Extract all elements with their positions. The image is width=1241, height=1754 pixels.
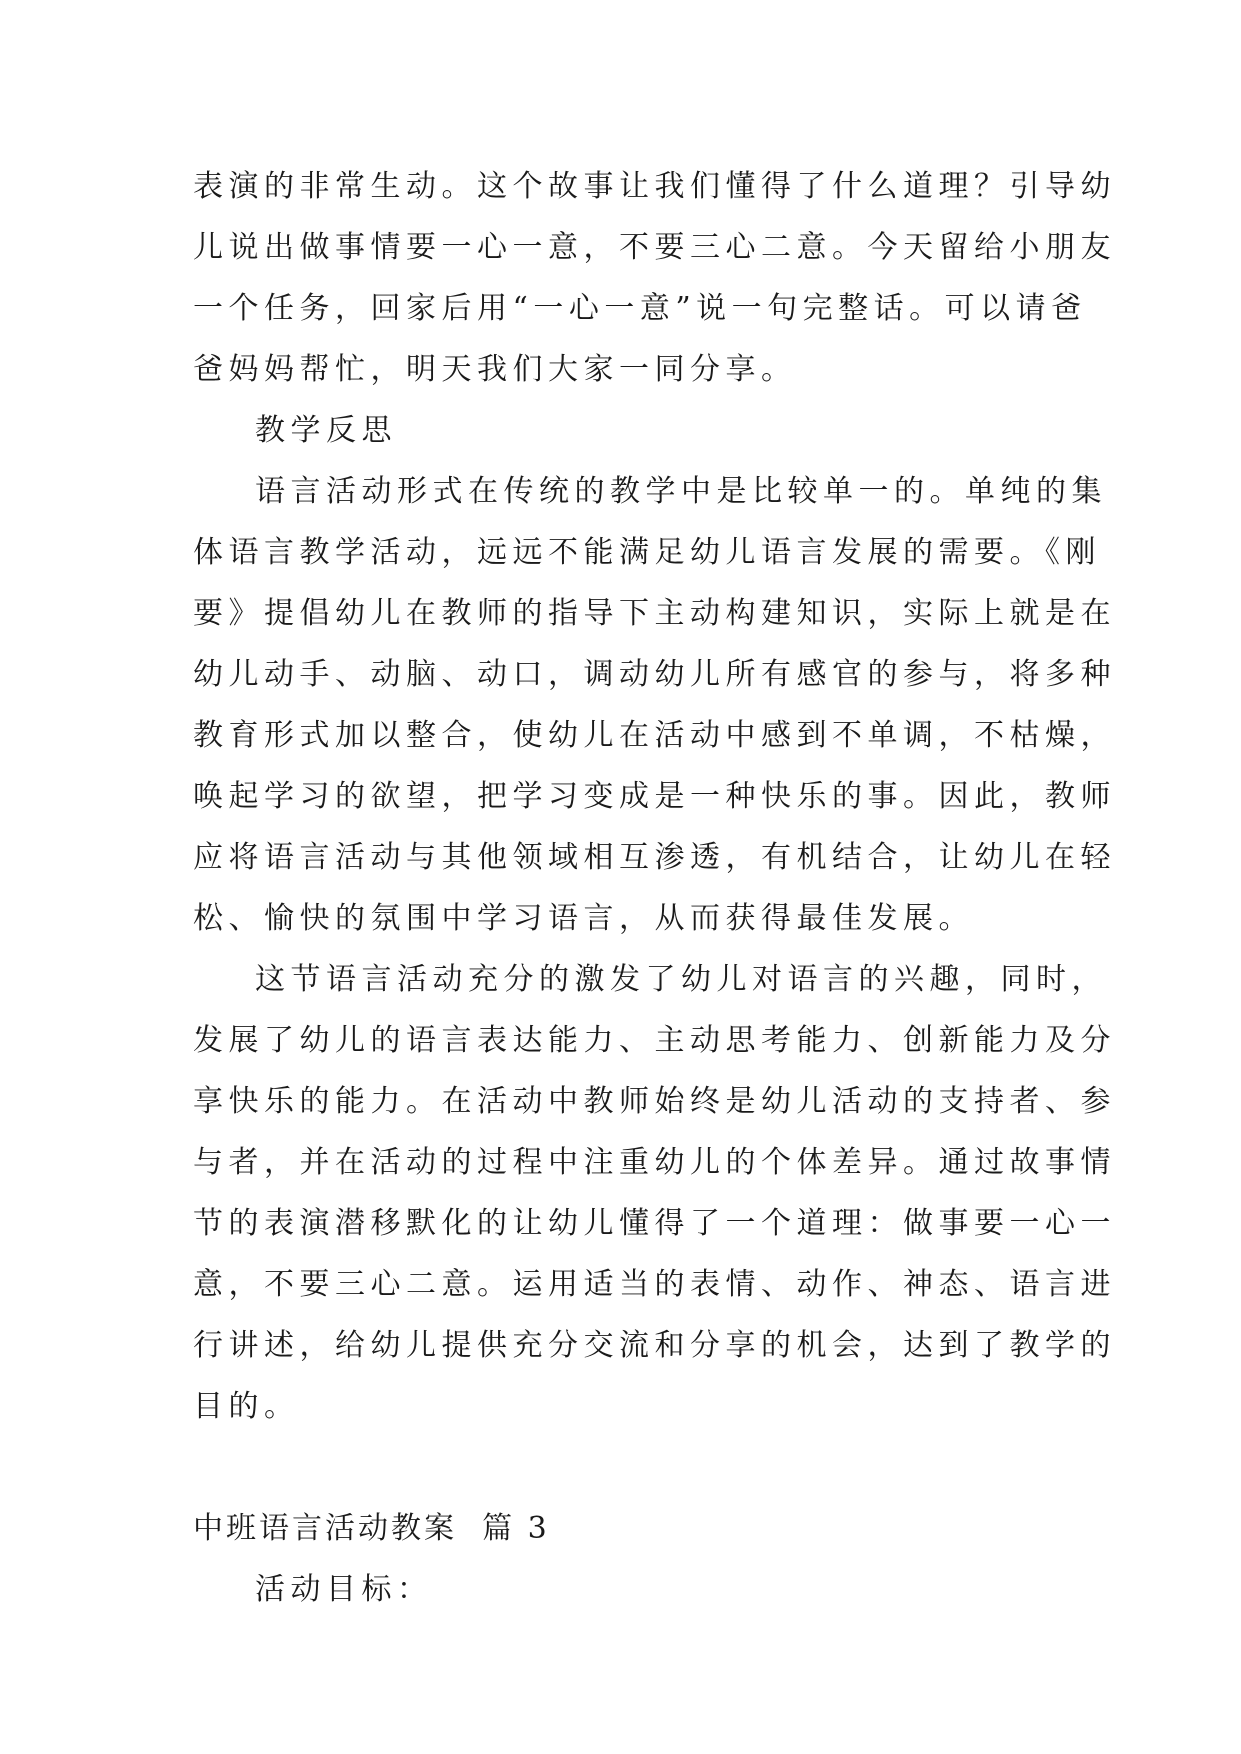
paragraph-line: 表演的非常生动。这个故事让我们懂得了什么道理？引导幼: [193, 169, 1116, 204]
paragraph-line: 这节语言活动充分的激发了幼儿对语言的兴趣，同时，: [255, 962, 1107, 997]
lesson-plan-title: 中班语言活动教案 篇 3: [193, 1511, 550, 1546]
section-heading: 教学反思: [255, 413, 397, 448]
paragraph-line: 教育形式加以整合，使幼儿在活动中感到不单调，不枯燥，: [193, 718, 1116, 753]
paragraph-line: 体语言教学活动，远远不能满足幼儿语言发展的需要。《刚: [193, 535, 1101, 570]
paragraph-line: 享快乐的能力。在活动中教师始终是幼儿活动的支持者、参: [193, 1084, 1116, 1119]
paragraph-line: 发展了幼儿的语言表达能力、主动思考能力、创新能力及分: [193, 1023, 1116, 1058]
paragraph-line: 目的。: [193, 1389, 300, 1424]
section-heading: 活动目标：: [255, 1572, 433, 1607]
paragraph-line: 意，不要三心二意。运用适当的表情、动作、神态、语言进: [193, 1267, 1116, 1302]
paragraph-line: 要》提倡幼儿在教师的指导下主动构建知识，实际上就是在: [193, 596, 1116, 631]
paragraph-line: 语言活动形式在传统的教学中是比较单一的。单纯的集: [255, 474, 1107, 509]
paragraph-line: 应将语言活动与其他领域相互渗透，有机结合，让幼儿在轻: [193, 840, 1116, 875]
paragraph-line: 儿说出做事情要一心一意，不要三心二意。今天留给小朋友: [193, 230, 1116, 265]
paragraph-line: 幼儿动手、动脑、动口，调动幼儿所有感官的参与，将多种: [193, 657, 1116, 692]
paragraph-line: 爸妈妈帮忙，明天我们大家一同分享。: [193, 352, 797, 387]
paragraph-line: 唤起学习的欲望，把学习变成是一种快乐的事。因此，教师: [193, 779, 1116, 814]
paragraph-line: 行讲述，给幼儿提供充分交流和分享的机会，达到了教学的: [193, 1328, 1116, 1363]
paragraph-line: 与者，并在活动的过程中注重幼儿的个体差异。通过故事情: [193, 1145, 1116, 1180]
paragraph-line: 松、愉快的氛围中学习语言，从而获得最佳发展。: [193, 901, 974, 936]
paragraph-line: 节的表演潜移默化的让幼儿懂得了一个道理：做事要一心一: [193, 1206, 1116, 1241]
paragraph-line: 一个任务，回家后用“一心一意”说一句完整话。可以请爸: [193, 291, 1087, 326]
